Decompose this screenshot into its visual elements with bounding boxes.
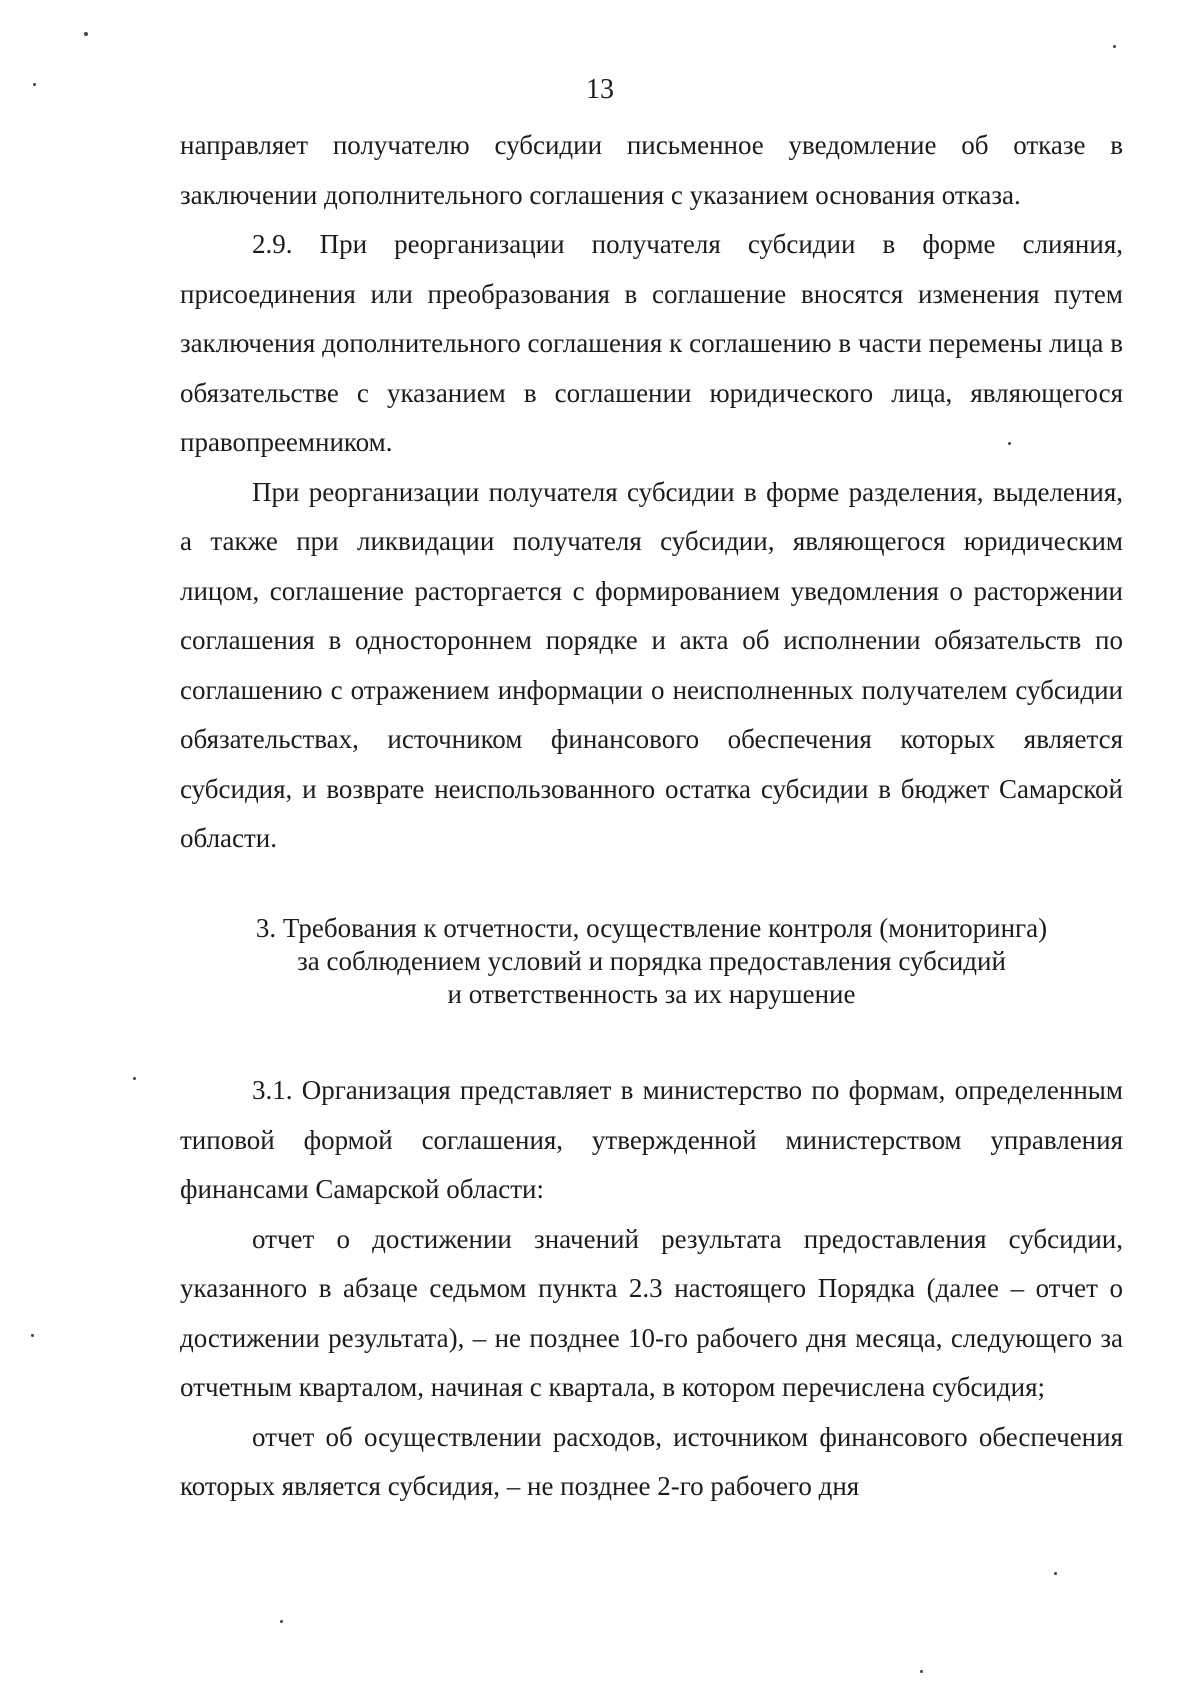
scan-speck xyxy=(280,1620,283,1623)
scan-speck xyxy=(31,1334,34,1337)
scan-speck xyxy=(33,83,36,86)
section-3-text-block xyxy=(180,1066,1123,1512)
paragraph-report-expenses: отчет об осуществлении расходов, источником финансового обеспечения которых является субсидия, – не позднее 2-го рабочего дня xyxy=(180,1421,1123,1501)
scan-speck xyxy=(133,1077,136,1080)
scan-speck xyxy=(1054,1572,1057,1575)
heading-line: за соблюдением условий и порядка предоставления субсидий xyxy=(297,946,1006,976)
top-text-block xyxy=(180,121,1123,864)
section-3-heading xyxy=(180,912,1123,1011)
heading-line: и ответственность за их нарушение xyxy=(447,979,856,1009)
heading-line: 3. Требования к отчетности, осуществление контроля (мониторинга) xyxy=(255,913,1048,943)
scan-speck xyxy=(1008,442,1011,445)
paragraph-3-1: 3.1. Организация представляет в министерство по формам, определенным типовой формой соглашения, утвержденной министерством управления финансами Самарской области: xyxy=(180,1075,1123,1204)
scan-speck xyxy=(84,32,88,36)
paragraph-2-9: 2.9. При реорганизации получателя субсидии в форме слияния, присоединения или преобразования в соглашение вносятся изменения путем заключения дополнительного соглашения к соглашению в части перемены лица в обязательстве с указанием в соглашении юридического лица, являющегося правопреемником. xyxy=(180,229,1123,457)
paragraph-continuation: направляет получателю субсидии письменное уведомление об отказе в заключении дополнительного соглашения с указанием основания отказа. xyxy=(180,130,1123,210)
scan-speck xyxy=(1113,45,1116,48)
scan-speck xyxy=(920,1670,923,1673)
paragraph-report-result: отчет о достижении значений результата предоставления субсидии, указанного в абзаце седьмом пункта 2.3 настоящего Порядка (далее – отчет о достижении результата), – не позднее 10-го рабочего дня месяца, следующего за отчетным кварталом, начиная с квартала, в котором перечислена субсидия; xyxy=(180,1223,1123,1402)
page-number: 13 xyxy=(586,74,614,105)
paragraph-reorganization-division: При реорганизации получателя субсидии в форме разделения, выделения, а также при ликвидации получателя субсидии, являющегося юридическим лицом, соглашение расторгается с формированием уведомления о расторжении соглашения в одностороннем порядке и акта об исполнении обязательств по соглашению с отражением информации о неисполненных получателем субсидии обязательствах, источником финансового обеспечения которых является субсидия, и возврате неиспользованного остатка субсидии в бюджет Самарской области. xyxy=(180,476,1123,853)
